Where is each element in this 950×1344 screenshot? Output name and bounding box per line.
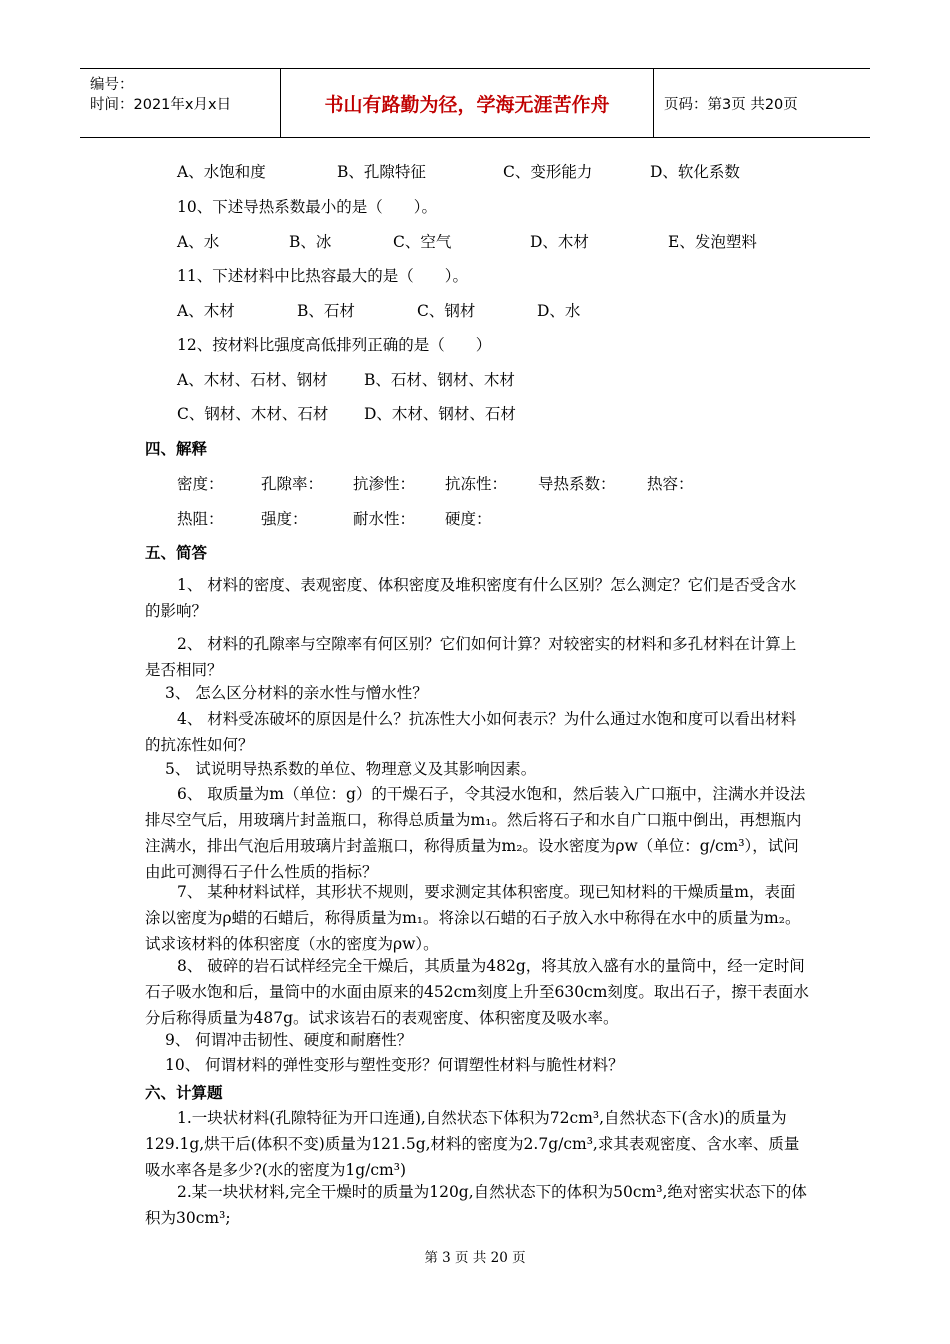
term: 导热系数：: [538, 475, 616, 493]
date-label: 时间：2021年x月x日: [90, 97, 232, 113]
option: C、钢材: [417, 302, 476, 320]
question-item: 5、 试说明导热系数的单位、物理意义及其影响因素。: [165, 760, 537, 778]
option: C、变形能力: [503, 163, 593, 181]
q11-options: [177, 299, 580, 321]
q12-options-row2: [177, 402, 516, 424]
calc-item: 2.某一块状材料,完全干燥时的质量为120g,自然状态下的体积为50cm³,绝对密实状态下的体积为30cm³;: [145, 1183, 807, 1227]
option: C、空气: [393, 233, 452, 251]
term: 抗渗性：: [353, 475, 416, 493]
term: 强度：: [261, 510, 308, 528]
option: C、钢材、木材、石材: [177, 405, 329, 423]
option: A、水饱和度: [177, 163, 266, 181]
term: 热容：: [647, 475, 694, 493]
header-motto: 书山有路勤为径，学海无涯苦作舟: [281, 69, 654, 137]
term: 耐水性：: [353, 510, 416, 528]
option: E、发泡塑料: [668, 233, 757, 251]
q11-stem: 11、下述材料中比热容最大的是（ ）。: [177, 267, 468, 285]
q12-options-row1: [177, 368, 515, 390]
section6-title: 六、计算题: [145, 1084, 223, 1102]
option: B、石材、钢材、木材: [364, 371, 515, 389]
option: A、木材、石材、钢材: [177, 371, 328, 389]
question-item: 6、 取质量为m（单位：g）的干燥石子，令其浸水饱和，然后装入广口瓶中，注满水并设法排尽空气后，用玻璃片封盖瓶口，称得总质量为m₁。然后将石子和水自广口瓶中倒出，再想瓶内注满水，排出气泡后用玻璃片封盖瓶口，称得质量为m₂。设水密度为ρw（单位：g/cm³），试问由此可测得石子什么性质的指标？: [145, 785, 806, 881]
option: A、木材: [177, 302, 235, 320]
question-item: 1、 材料的密度、表观密度、体积密度及堆积密度有什么区别？怎么测定？它们是否受含水的影响？: [145, 576, 797, 620]
number-label: 编号：: [90, 77, 134, 93]
option: D、软化系数: [650, 163, 740, 181]
section5-title: 五、简答: [145, 544, 208, 562]
question-item: 3、 怎么区分材料的亲水性与憎水性？: [165, 684, 428, 702]
question-item: 8、 破碎的岩石试样经完全干燥后，其质量为482g，将其放入盛有水的量筒中，经一定时间石子吸水饱和后，量筒中的水面由原来的452cm刻度上升至630cm刻度。取出石子，擦干表面水分后称得质量为487g。试求该岩石的表观密度、体积密度及吸水率。: [145, 957, 809, 1027]
q10-stem: 10、下述导热系数最小的是（ ）。: [177, 198, 437, 216]
option: B、冰: [289, 233, 332, 251]
option: B、孔隙特征: [337, 163, 426, 181]
question-item: 4、 材料受冻破坏的原因是什么？抗冻性大小如何表示？为什么通过水饱和度可以看出材料的抗冻性如何？: [145, 710, 797, 754]
question-item: 7、 某种材料试样，其形状不规则，要求测定其体积密度。现已知材料的干燥质量m，表面涂以密度为ρ蜡的石蜡后，称得质量为m₁。将涂以石蜡的石子放入水中称得在水中的质量为m₂。试求该材料的体积密度（水的密度为ρw）。: [145, 883, 801, 953]
term: 硬度：: [445, 510, 492, 528]
header-meta-cell: [80, 69, 281, 137]
calc-item: 1.一块状材料(孔隙特征为开口连通),自然状态下体积为72cm³,自然状态下(含水)的质量为129.1g,烘干后(体积不变)质量为121.5g,材料的密度为2.7g/cm³,求其表观密度、含水率、质量吸水率各是多少?(水的密度为1g/cm³): [145, 1109, 800, 1179]
q9-options: [177, 160, 740, 182]
q10-options: [177, 230, 757, 252]
term: 热阻：: [177, 510, 224, 528]
term: 孔隙率：: [261, 475, 324, 493]
header-page-info: 页码：第3页 共20页: [664, 96, 798, 113]
term: 密度：: [177, 475, 224, 493]
term: 抗冻性：: [445, 475, 508, 493]
question-item: 10、 何谓材料的弹性变形与塑性变形？何谓塑性材料与脆性材料？: [165, 1056, 624, 1074]
option: D、木材: [530, 233, 589, 251]
option: A、水: [177, 233, 220, 251]
question-item: 9、 何谓冲击韧性、硬度和耐磨性？: [165, 1031, 413, 1049]
option: D、水: [537, 302, 581, 320]
q12-stem: 12、按材料比强度高低排列正确的是（ ）: [177, 336, 492, 354]
option: D、木材、钢材、石材: [364, 405, 516, 423]
option: B、石材: [297, 302, 355, 320]
question-item: 2、 材料的孔隙率与空隙率有何区别？它们如何计算？对较密实的材料和多孔材料在计算上是否相同？: [145, 635, 797, 679]
page-footer: 第 3 页 共 20 页: [424, 1250, 526, 1266]
page-header: [80, 68, 870, 138]
section4-terms-row1: [177, 472, 694, 494]
section4-title: 四、解释: [145, 440, 208, 458]
section4-terms-row2: [177, 507, 492, 529]
